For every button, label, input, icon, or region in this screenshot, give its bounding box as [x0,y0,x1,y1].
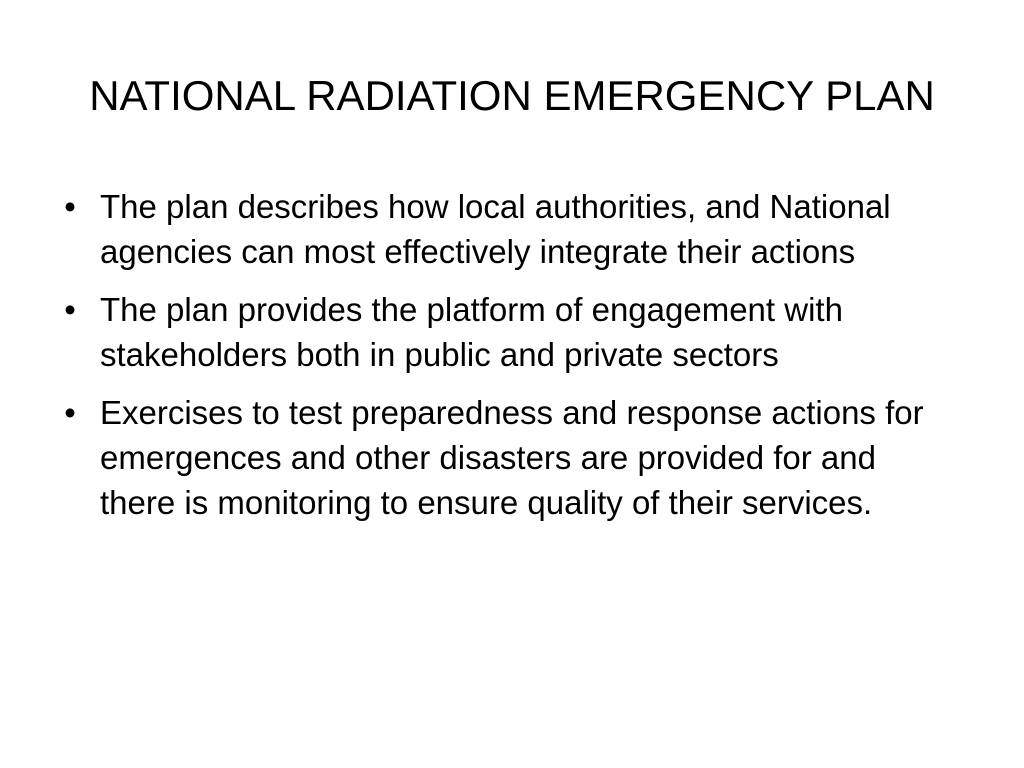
bullet-item [58,184,958,274]
bullet-icon: • [64,291,76,328]
bullet-item [58,390,958,525]
bullet-text: The plan provides the platform of engagement with stakeholders both in public and private sectors [100,291,843,373]
bullet-text: Exercises to test preparedness and response actions for emergences and other disasters are provided for and there is monitoring to ensure quality of their services. [100,394,924,521]
bullet-list [58,184,958,538]
bullet-text: The plan describes how local authorities, and National agencies can most effectively integrate their actions [100,188,891,270]
bullet-item [58,287,958,377]
bullet-icon: • [64,394,76,431]
slide-title: NATIONAL RADIATION EMERGENCY PLAN [89,72,935,119]
bullet-icon: • [64,188,76,225]
